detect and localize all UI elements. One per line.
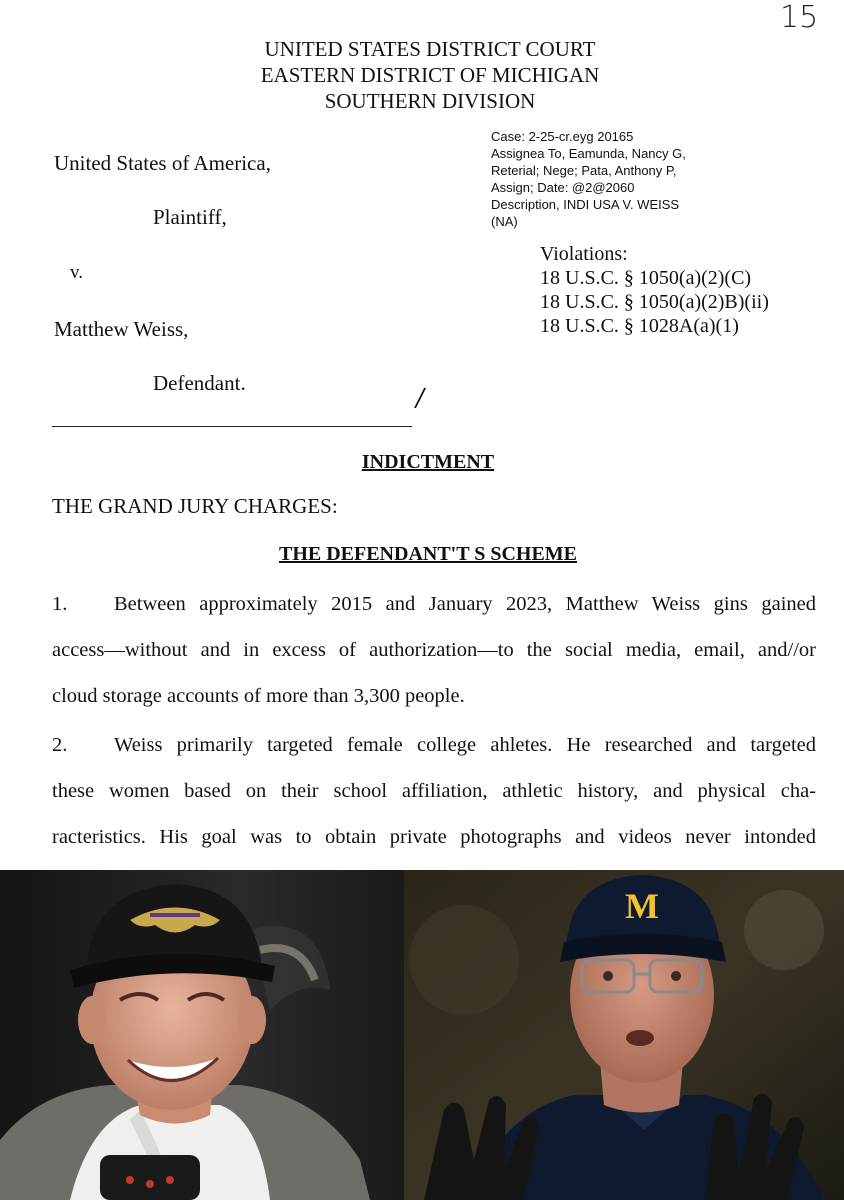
photo-right-coach (404, 870, 844, 1200)
plaintiff-name: United States of America, (54, 151, 271, 175)
case-assign-date: Assign; Date: @2@2060 (491, 180, 635, 195)
paragraph-line: 1. Between approximately 2015 and January 2023, Matthew Weiss gins gained (52, 581, 816, 627)
court-header (0, 36, 844, 114)
violation-item: 18 U.S.C. § 1028A(a)(1) (540, 315, 739, 337)
photo-left-coach (0, 870, 404, 1200)
court-district: EASTERN DISTRICT OF MICHIGAN (260, 63, 600, 87)
case-info-stamp (491, 128, 686, 230)
paragraph-line: 2. Weiss primarily targeted female college ahletes. He researched and targeted (52, 722, 816, 768)
violations-block (540, 242, 769, 338)
michigan-cap-letter: M (625, 886, 659, 926)
violation-item: 18 U.S.C. § 1050(a)(2)(C) (540, 267, 752, 289)
paragraph-line: racteristics. His goal was to obtain private photographs and videos never intonded (52, 826, 816, 848)
case-na: (NA) (491, 214, 518, 229)
paragraph-line: these women based on their school affiliation, athletic history, and physical cha- (52, 780, 816, 802)
paragraph-number: 1. (52, 593, 68, 615)
paragraph-2 (52, 722, 816, 860)
charges-intro: THE GRAND JURY CHARGES: (52, 494, 338, 518)
page-number: 15 (780, 0, 819, 35)
section-heading: THE DEFENDANT'T S SCHEME (278, 543, 578, 565)
paragraph-line: cloud storage accounts of more than 3,300 people. (52, 685, 465, 707)
caption-divider (52, 426, 412, 427)
case-referral: Reterial; Nege; Pata, Anthony P, (491, 163, 677, 178)
violation-item: 18 U.S.C. § 1050(a)(2)B)(ii) (540, 291, 769, 313)
court-division: SOUTHERN DIVISION (324, 89, 536, 113)
versus-label: v. (70, 262, 84, 283)
paragraph-1 (52, 581, 816, 719)
paragraph-number: 2. (52, 734, 68, 756)
caption-slash-mark: / (416, 384, 425, 412)
case-assignee: Assignea To, Eamunda, Nancy G, (491, 146, 686, 161)
court-name: UNITED STATES DISTRICT COURT (264, 37, 596, 61)
document-title: INDICTMENT (361, 451, 495, 473)
defendant-name: Matthew Weiss, (54, 317, 189, 341)
case-number: Case: 2-25-cr.eyg 20165 (491, 129, 634, 144)
case-description: Description, INDI USA V. WEISS (491, 197, 680, 212)
paragraph-line: access—without and in excess of authorization—to the social media, email, and//or (52, 639, 816, 661)
plaintiff-label: Plaintiff, (153, 205, 227, 229)
violations-label: Violations: (540, 243, 628, 265)
defendant-label: Defendant. (153, 371, 246, 395)
